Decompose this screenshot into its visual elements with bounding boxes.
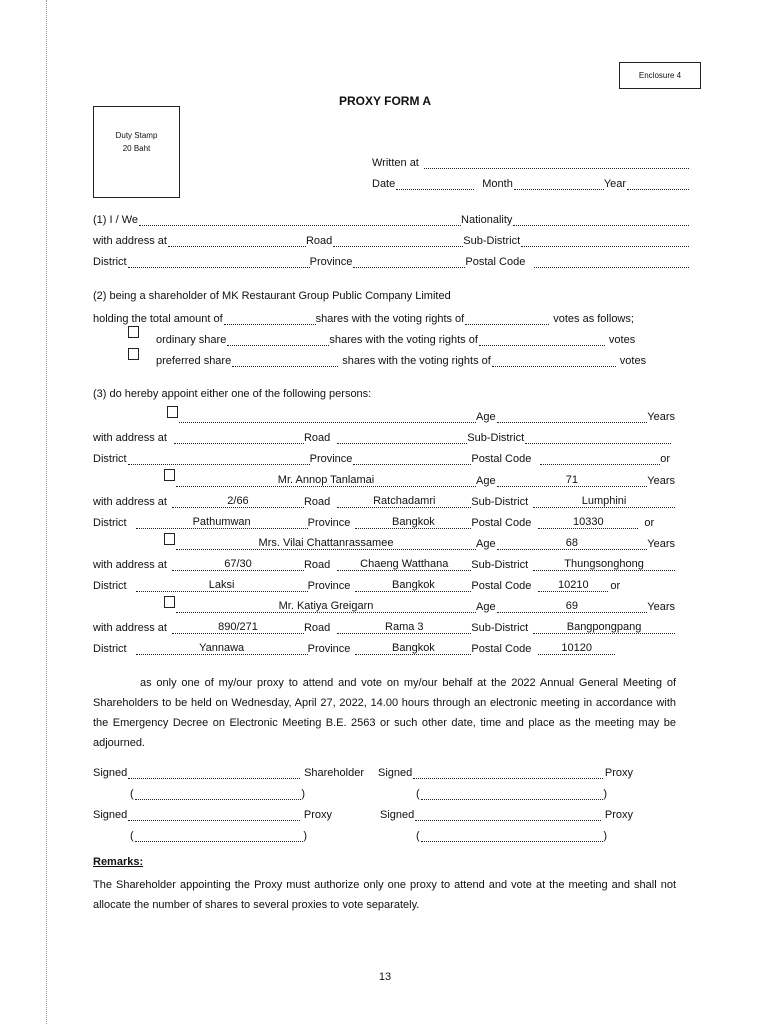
proxy-signature-field-2[interactable] — [128, 808, 300, 821]
form-title: PROXY FORM A — [338, 94, 431, 108]
signed-label: Signed — [380, 809, 415, 821]
proxy-signature-field-1[interactable] — [413, 766, 603, 779]
province-label: Province — [309, 256, 353, 268]
road-label: Road — [303, 622, 331, 634]
years-label: Years — [647, 475, 675, 487]
proxy-signature-field-3[interactable] — [415, 808, 601, 821]
proxy-blank-district-row — [93, 449, 671, 465]
sub-district-label: Sub-District — [471, 496, 529, 508]
proxy-signature-row-1 — [378, 763, 634, 779]
ordinary-share-label: ordinary share — [156, 334, 227, 346]
duty-stamp-box — [93, 106, 180, 198]
province-label: Province — [309, 453, 353, 465]
shares-voting-label: shares with the voting rights of — [315, 313, 465, 325]
proxy-1-address: 2/66 — [172, 495, 304, 508]
proxy-1-age: 71 — [497, 474, 648, 487]
proxy-1-subdistrict: Lumphini — [533, 495, 675, 508]
district-label: District — [93, 517, 127, 529]
proxy-1-district-row — [93, 513, 671, 529]
page-margin-line — [46, 0, 47, 1024]
total-votes-field[interactable] — [465, 312, 549, 325]
open-paren: ( — [416, 830, 420, 842]
written-at-field[interactable] — [424, 156, 689, 169]
proxy-name-row-3 — [416, 826, 608, 842]
district-label: District — [93, 580, 127, 592]
proxy-blank-address-field[interactable] — [174, 431, 304, 444]
close-paren: ) — [301, 788, 305, 800]
section2-holding-row — [93, 309, 676, 325]
proxy-3-district-row — [93, 639, 615, 655]
ordinary-shares-field[interactable] — [227, 333, 329, 346]
proxy-2-name-row — [176, 534, 676, 550]
proxy-name-row-2 — [130, 826, 308, 842]
postal-code-label: Postal Code — [471, 453, 532, 465]
proxy-blank-checkbox[interactable] — [167, 406, 178, 418]
proxy-1-postal: 10330 — [538, 516, 638, 529]
postal-code-label: Postal Code — [471, 580, 532, 592]
or-label: or — [660, 453, 670, 465]
proxy-2-age: 68 — [497, 537, 648, 550]
proxy-1-address-row — [93, 492, 675, 508]
appointment-paragraph: as only one of my/our proxy to attend and vote on my/our behalf at the 2022 Annual General Meeting of Shareholders to be held on Wednesday, April 27, 2022, 14.00 hours through an electronic meeting in accordance with the Emergency Decree on Electronic Meeting B.E. 2563 or such other date, time and place as the meeting may be adjourned. — [93, 677, 676, 749]
proxy-1-district: Pathumwan — [136, 516, 308, 529]
proxy-blank-name-row — [179, 407, 676, 423]
proxy-1-road: Ratchadamri — [337, 495, 471, 508]
proxy-name-field-3[interactable] — [421, 829, 604, 842]
road-label: Road — [303, 559, 331, 571]
sub-district-label: Sub-District — [471, 559, 529, 571]
proxy-3-postal: 10120 — [538, 642, 615, 655]
ordinary-voting-label: shares with the voting rights of — [329, 334, 478, 346]
proxy-name-field-1[interactable] — [421, 787, 604, 800]
proxy-3-road: Rama 3 — [337, 621, 471, 634]
shareholder-signature-field-1[interactable] — [128, 766, 300, 779]
proxy-1-checkbox[interactable] — [164, 469, 175, 481]
year-field[interactable] — [627, 177, 689, 190]
proxy-2-name: Mrs. Vilai Chattanrassamee — [176, 537, 476, 550]
road-label: Road — [305, 235, 333, 247]
stamp-line-2: 20 Baht — [122, 144, 151, 153]
years-label: Years — [647, 411, 675, 423]
years-label: Years — [647, 601, 675, 613]
sub-district-label: Sub-District — [467, 432, 525, 444]
shareholder-name-row-1 — [130, 784, 306, 800]
open-paren: ( — [416, 788, 420, 800]
written-at-label: Written at — [372, 157, 419, 169]
remarks-text: The Shareholder appointing the Proxy must authorize only one proxy to attend and vote at the meeting and shall not allocate the number of shares to several proxies to vote separately. — [93, 879, 676, 911]
address-field[interactable] — [168, 234, 306, 247]
address-label: with address at — [93, 622, 167, 634]
open-paren: ( — [130, 788, 134, 800]
shareholder-label: Shareholder — [304, 767, 364, 779]
proxy-blank-age-field[interactable] — [497, 410, 648, 423]
proxy-blank-subdistrict-field[interactable] — [525, 431, 671, 444]
postal-code-label: Postal Code — [465, 256, 526, 268]
preferred-share-row — [156, 351, 673, 367]
enclosure-label: Enclosure 4 — [619, 62, 701, 89]
close-paren: ) — [303, 830, 307, 842]
postal-code-label: Postal Code — [471, 517, 532, 529]
proxy-blank-address-row — [93, 428, 671, 444]
province-field[interactable] — [353, 255, 465, 268]
age-label: Age — [476, 538, 496, 550]
i-we-label: (1) I / We — [93, 214, 139, 226]
shareholder-name-field-1[interactable] — [135, 787, 302, 800]
preferred-share-label: preferred share — [156, 355, 232, 367]
proxy-2-district-row — [93, 576, 671, 592]
proxy-2-postal: 10210 — [538, 579, 608, 592]
road-field[interactable] — [333, 234, 463, 247]
preferred-shares-field[interactable] — [232, 354, 338, 367]
proxy-1-province: Bangkok — [355, 516, 471, 529]
proxy-3-name-row — [176, 597, 676, 613]
district-field[interactable] — [128, 255, 310, 268]
proxy-2-address-row — [93, 555, 675, 571]
section2-heading: (2) being a shareholder of MK Restaurant Group Public Company Limited — [93, 290, 451, 302]
proxy-blank-district-field[interactable] — [128, 452, 310, 465]
ordinary-share-checkbox[interactable] — [128, 326, 139, 338]
proxy-label: Proxy — [604, 809, 633, 821]
province-label: Province — [307, 517, 351, 529]
nationality-label: Nationality — [461, 214, 513, 226]
proxy-label: Proxy — [604, 767, 633, 779]
signed-label: Signed — [93, 767, 128, 779]
proxy-3-subdistrict: Bangpongpang — [533, 621, 675, 634]
sub-district-field[interactable] — [521, 234, 689, 247]
province-label: Province — [307, 580, 351, 592]
proxy-3-district: Yannawa — [136, 642, 308, 655]
proxy-3-name: Mr. Katiya Greigarn — [176, 600, 476, 613]
holding-label: holding the total amount of — [93, 313, 223, 325]
proxy-3-age: 69 — [497, 600, 648, 613]
date-field[interactable] — [396, 177, 474, 190]
province-label: Province — [307, 643, 351, 655]
road-label: Road — [303, 496, 331, 508]
close-paren: ) — [603, 830, 607, 842]
proxy-3-address: 890/271 — [172, 621, 304, 634]
sub-district-label: Sub-District — [471, 622, 529, 634]
road-label: Road — [303, 432, 331, 444]
sub-district-label: Sub-District — [463, 235, 521, 247]
district-label: District — [93, 256, 127, 268]
age-label: Age — [476, 475, 496, 487]
page-number: 13 — [378, 971, 392, 983]
proxy-signature-row-2 — [93, 805, 333, 821]
signed-label: Signed — [93, 809, 128, 821]
proxy-2-address: 67/30 — [172, 558, 304, 571]
remarks-heading: Remarks: — [93, 856, 144, 868]
proxy-2-district: Laksi — [136, 579, 308, 592]
proxy-3-province: Bangkok — [355, 642, 471, 655]
ordinary-votes-field[interactable] — [479, 333, 605, 346]
votes-as-follows-label: votes as follows; — [553, 313, 634, 325]
section1-row1 — [93, 210, 689, 226]
years-label: Years — [647, 538, 675, 550]
section1-row3 — [93, 252, 689, 268]
proxy-blank-postal-field[interactable] — [540, 452, 660, 465]
proxy-1-name: Mr. Annop Tanlamai — [176, 474, 476, 487]
ordinary-share-row — [156, 330, 673, 346]
name-field[interactable] — [139, 213, 461, 226]
preferred-votes-field[interactable] — [492, 354, 616, 367]
total-shares-field[interactable] — [224, 312, 316, 325]
proxy-name-row-1 — [416, 784, 608, 800]
proxy-blank-name-field[interactable] — [179, 410, 476, 423]
address-label: with address at — [93, 432, 167, 444]
proxy-blank-province-field[interactable] — [353, 452, 471, 465]
proxy-signature-row-3 — [380, 805, 634, 821]
section3-heading: (3) do hereby appoint either one of the following persons: — [93, 388, 372, 400]
written-at-row — [372, 153, 689, 169]
close-paren: ) — [603, 788, 607, 800]
proxy-blank-road-field[interactable] — [337, 431, 467, 444]
stamp-line-1: Duty Stamp — [115, 131, 158, 140]
proxy-3-checkbox[interactable] — [164, 596, 175, 608]
age-label: Age — [476, 601, 496, 613]
preferred-share-checkbox[interactable] — [128, 348, 139, 360]
shareholder-signature-row-1 — [93, 763, 365, 779]
age-label: Age — [476, 411, 496, 423]
proxy-2-subdistrict: Thungsonghong — [533, 558, 675, 571]
month-label: Month — [482, 178, 513, 190]
date-row — [372, 174, 689, 190]
district-label: District — [93, 453, 127, 465]
month-field[interactable] — [514, 177, 604, 190]
open-paren: ( — [130, 830, 134, 842]
address-label: with address at — [93, 235, 167, 247]
address-label: with address at — [93, 496, 167, 508]
or-label: or — [644, 517, 655, 529]
proxy-2-road: Chaeng Watthana — [337, 558, 471, 571]
district-label: District — [93, 643, 127, 655]
proxy-2-province: Bangkok — [355, 579, 471, 592]
ordinary-votes-label: votes — [608, 334, 636, 346]
signed-label: Signed — [378, 767, 413, 779]
proxy-2-checkbox[interactable] — [164, 533, 175, 545]
postal-code-field[interactable] — [534, 255, 689, 268]
or-label: or — [610, 580, 621, 592]
address-label: with address at — [93, 559, 167, 571]
preferred-voting-label: shares with the voting rights of — [342, 355, 491, 367]
postal-code-label: Postal Code — [471, 643, 532, 655]
year-label: Year — [603, 178, 627, 190]
preferred-votes-label: votes — [619, 355, 647, 367]
proxy-name-field-2[interactable] — [135, 829, 304, 842]
section1-row2 — [93, 231, 689, 247]
proxy-1-name-row — [176, 471, 676, 487]
proxy-label: Proxy — [303, 809, 332, 821]
nationality-field[interactable] — [513, 213, 689, 226]
date-label: Date — [372, 178, 396, 190]
proxy-3-address-row — [93, 618, 675, 634]
